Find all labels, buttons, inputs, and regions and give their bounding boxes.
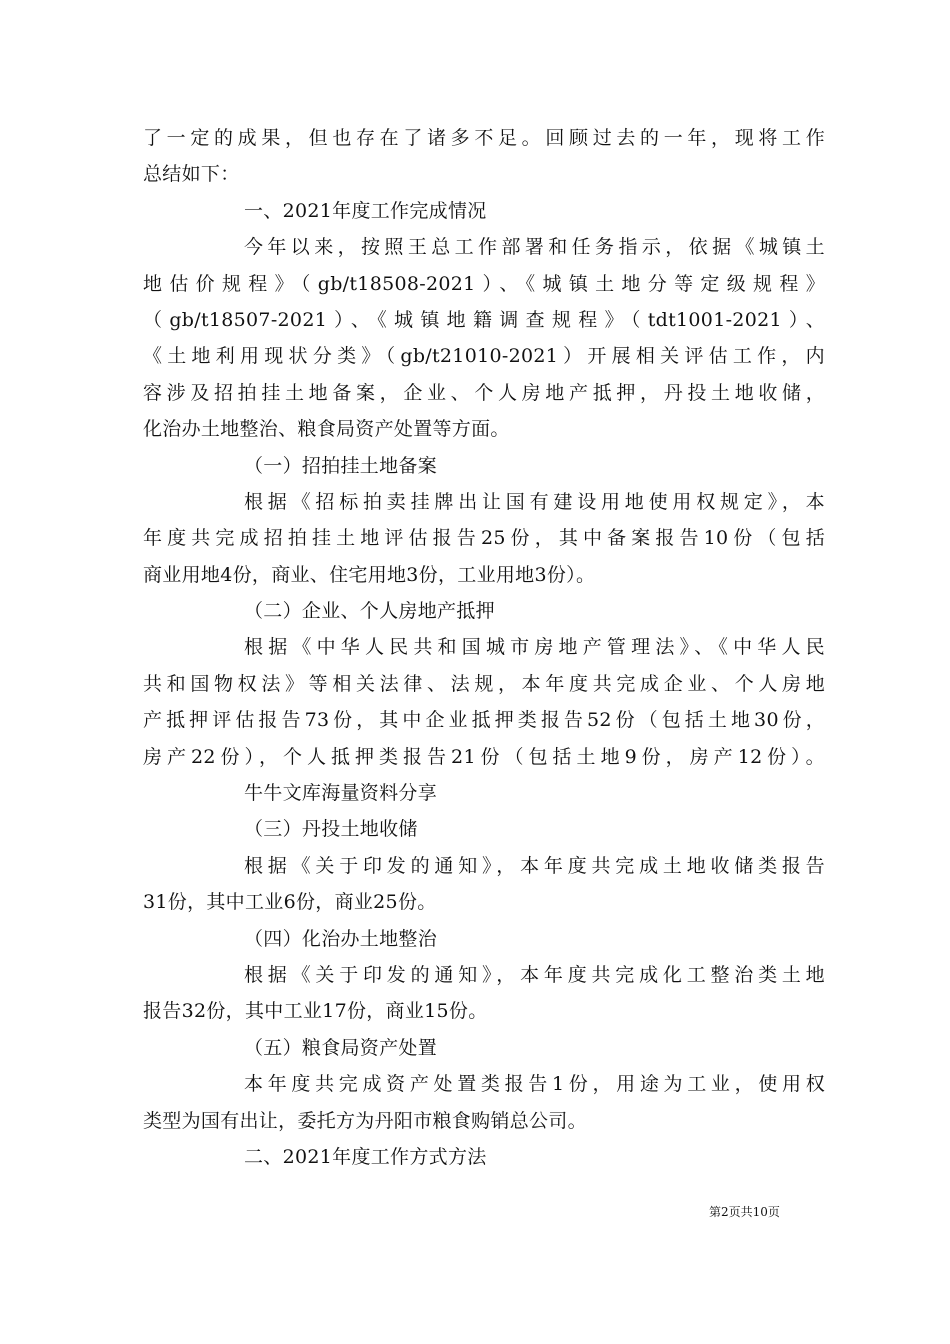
text-line: 本年度共完成资产处置类报告1份，用途为工业，使用权: [244, 1073, 825, 1096]
text-line: 类型为国有出让，委托方为丹阳市粮食购销总公司。: [143, 1109, 587, 1132]
text-line: 共和国物权法》等相关法律、法规，本年度共完成企业、个人房地: [143, 672, 825, 695]
text-line: 商业用地4份，商业、住宅用地3份，工业用地3份）。: [143, 563, 596, 586]
text-line: 报告32份，其中工业17份，商业15份。: [143, 1000, 488, 1023]
text-line: （三）丹投土地收储: [244, 818, 418, 841]
text-line: （一）招拍挂土地备案: [244, 454, 438, 477]
document-body: [143, 120, 825, 1175]
text-line: 地估价规程》（gb/t18508-2021）、《城镇土地分等定级规程》: [143, 272, 825, 295]
text-line: 化治办土地整治、粮食局资产处置等方面。: [143, 418, 510, 441]
text-line: 《土地利用现状分类》（gb/t21010-2021）开展相关评估工作，内: [143, 345, 825, 368]
text-line: 了一定的成果，但也存在了诸多不足。回顾过去的一年，现将工作: [143, 127, 825, 149]
text-line: 根据《招标拍卖挂牌出让国有建设用地使用权规定》，本: [244, 490, 825, 513]
text-line: 年度共完成招拍挂土地评估报告25份，其中备案报告10份（包括: [143, 527, 825, 550]
text-line: 房产22份），个人抵押类报告21份（包括土地9份，房产12份）。: [143, 745, 825, 768]
text-line: 根据《中华人民共和国城市房地产管理法》、《中华人民: [244, 636, 825, 659]
text-line: 二、2021年度工作方式方法: [244, 1145, 487, 1168]
text-line: （gb/t18507-2021）、《城镇地籍调查规程》（tdt1001-2021）、: [143, 308, 825, 331]
text-line: 产抵押评估报告73份，其中企业抵押类报告52份（包括土地30份，: [143, 709, 825, 732]
text-line: 总结如下：: [143, 163, 240, 186]
page-number-footer: 第2页共10页: [709, 1205, 780, 1219]
text-line: 一、2021年度工作完成情况: [244, 199, 487, 222]
text-line: 容涉及招拍挂土地备案，企业、个人房地产抵押，丹投土地收储，: [143, 381, 825, 404]
text-line: 今年以来，按照王总工作部署和任务指示，依据《城镇土: [244, 236, 825, 259]
text-line: （二）企业、个人房地产抵押: [244, 600, 495, 623]
text-line: 根据《关于印发的通知》，本年度共完成化工整治类土地: [244, 963, 825, 986]
text-line: 31份，其中工业6份，商业25份。: [143, 891, 437, 914]
text-line: 根据《关于印发的通知》，本年度共完成土地收储类报告: [244, 854, 825, 877]
text-line: 牛牛文库海量资料分享: [244, 782, 438, 805]
text-line: （五）粮食局资产处置: [244, 1036, 438, 1059]
text-line: （四）化治办土地整治: [244, 927, 438, 950]
